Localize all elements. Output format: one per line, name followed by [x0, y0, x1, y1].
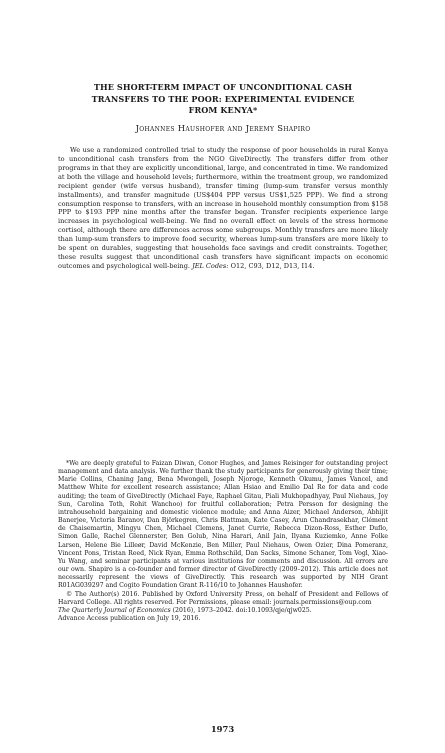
advance-access-line: Advance Access publication on July 19, 2016. [58, 614, 201, 622]
article-authors: Johannes Haushofer and Jeremy Shapiro [135, 122, 311, 133]
copyright-notice: © The Author(s) 2016. Published by Oxford University Press, on behalf of President and Fellows of Harvard College. All rights reserved. For Permissions, please email: journals.permissions@oup.com [58, 590, 388, 606]
article-title [58, 82, 388, 117]
journal-name: The Quarterly Journal of Economics [58, 606, 171, 614]
citation-detail: (2016), 1973–2042. doi:10.1093/qje/qjw025. [172, 606, 312, 614]
page-number: 1973 [210, 724, 235, 734]
jel-codes: O12, C93, D12, D13, I14. [230, 262, 315, 271]
jel-codes-label: JEL Codes: [192, 262, 229, 271]
journal-citation [58, 607, 388, 615]
title-line-3: FROM KENYA* [188, 105, 258, 116]
acknowledgements-footnote: *We are deeply grateful to Faizan Diwan, Conor Hughes, and James Reisinger for outstanding project management and data analysis. We further thank the study participants for generously giving their time; Marie Collins, Chaning Jang, Bena Mwongeli, Joseph Njoroge, Kenneth Okumu, James Vancel, and Matthew White for excellent research assistance; Allan Hsiao and Emilio Dal Re for data and code auditing; the team of GiveDirectly (Michael Faye, Raphael Gitau, Piali Mukhopadhyay, Paul Niehaus, Joy Sun, Carolina Toth, Rohit Wanchoo) for fruitful collaboration; Petra Persson for designing the intrahousehold bargaining and domestic violence module; and Anna Aizer, Michael Anderson, Abhijit Banerjee, Victoria Baranov, Dan Björkegren, Chris Blattman, Kate Casey, Arun Chandrasekhar, Clément de Chaisemartin, Mingyu Chen, Michael Clemens, Janet Currie, Rebecca Dizon-Ross, Esther Duflo, Simon Galle, Rachel Glennerster, Ben Golub, Nina Harari, Anil Jain, Ilyana Kuziemko, Anne Folke Larsen, Helene Bie Lilleør, David McKenzie, Ben Miller, Paul Niehaus, Owen Ozier, Dina Pomeranz, Vincent Pons, Tristan Reed, Nick Ryan, Emma Rothschild, Dan Sacks, Simone Schaner, Tom Vogl, Xiao-Yu Wang, and seminar participants at various institutions for comments and discussion. All errors are our own. Shapiro is a co-founder and former director of GiveDirectly (2009–2012). This article does not necessarily represent the views of GiveDirectly. This research was supported by NIH Grant R01AG039297 and Cogito Foundation Grant R-116/10 to Johannes Haushofer. [58, 460, 388, 590]
title-line-1: THE SHORT-TERM IMPACT OF UNCONDITIONAL CASH [93, 82, 353, 92]
abstract-text: We use a randomized controlled trial to study the response of poor households in rural Kenya to unconditional cash transfers from the NGO GiveDirectly. The transfers differ from other programs in that they are explicitly unconditional, large, and concentrated in time. We randomized at both the village and household levels; furthermore, within the treatment group, we randomized recipient gender (wife versus husband), transfer timing (lump-sum transfer versus monthly installments), and transfer magnitude (US$404 PPP versus US$1,525 PPP). We find a strong consumption response to transfers, with an increase in household monthly consumption from $158 PPP to $193 PPP nine months after the transfer began. Transfer recipients experience large increases in psychological well-being. We find no overall effect on levels of the stress hormone cortisol, although there are differences across some subgroups. Monthly transfers are more likely than lump-sum transfers to improve food security, whereas lump-sum transfers are more likely to be spent on durables, suggesting that households face savings and credit constraints. Together, these results suggest that unconditional cash transfers have significant impacts on economic outcomes and psychological well-being. [58, 145, 388, 271]
abstract [58, 146, 388, 271]
title-line-2: TRANSFERS TO THE POOR: EXPERIMENTAL EVIDENCE [91, 93, 355, 104]
journal-page [0, 82, 445, 753]
footnote [58, 460, 388, 623]
